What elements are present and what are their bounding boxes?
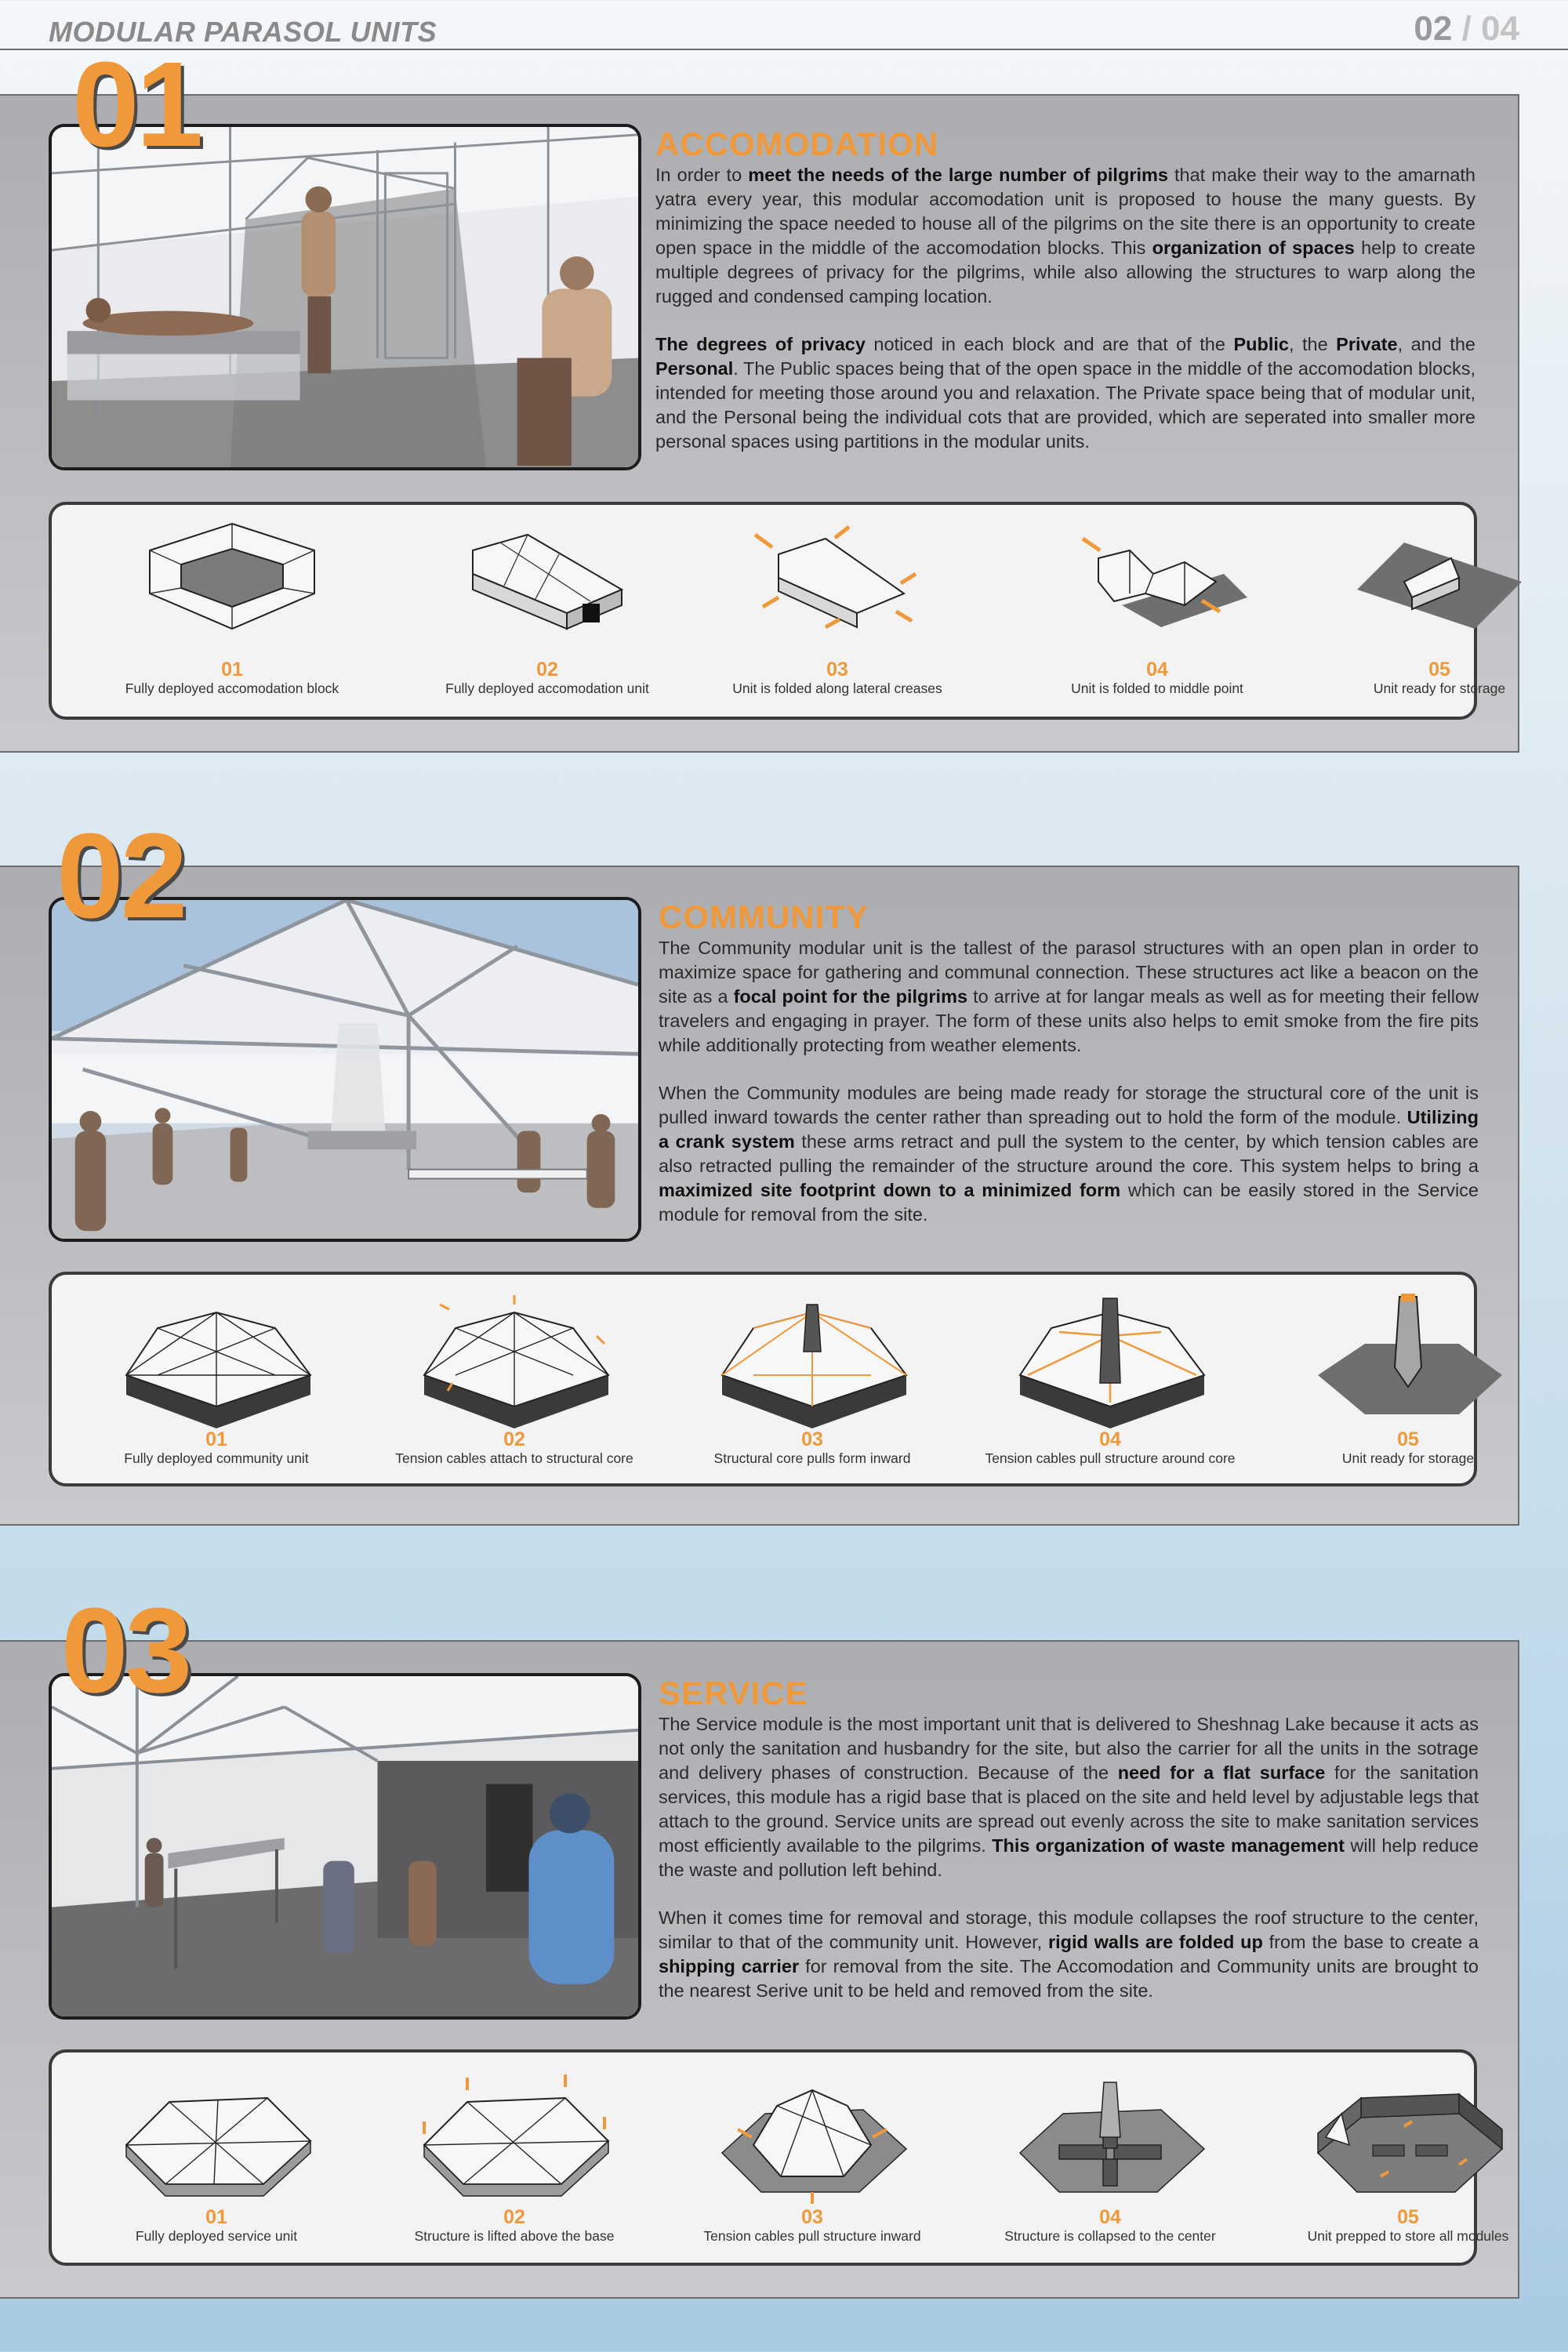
step-caption: Unit is folded along lateral creases — [732, 681, 942, 696]
step-caption: Unit prepped to store all modules — [1307, 2228, 1509, 2244]
section-heading: SERVICE — [659, 1675, 808, 1711]
step-caption: Unit ready for storage — [1373, 681, 1506, 696]
service-canopy-icon — [111, 2067, 322, 2216]
step-caption: Unit ready for storage — [1341, 1450, 1475, 1466]
step-caption: Tension cables attach to structural core — [395, 1450, 633, 1466]
stored-core-icon — [1302, 1289, 1514, 1438]
section-body — [659, 936, 1479, 1227]
section-number: 02 — [56, 808, 185, 943]
step-number: 04 — [1146, 659, 1168, 681]
section-number: 03 — [61, 1583, 190, 1718]
page-title: MODULAR PARASOL UNITS — [49, 16, 437, 48]
service-steps-strip — [49, 2049, 1509, 2266]
text-run: The Service module is the most important unit that is delivered to Sheshnag Lake because it acts as not only the sanitation and husbandry for the site, but also the carrier for all the units in the sotrage and delivery phases of construction. Because of the — [659, 1714, 1479, 1783]
bold-phrase: Personal — [655, 358, 734, 379]
step-caption: Tension cables pull structure inward — [703, 2228, 921, 2244]
cable-inward-icon — [706, 2067, 918, 2216]
text-run: , and the — [1397, 334, 1475, 354]
lateral-fold-icon — [747, 519, 927, 637]
bold-phrase: maximized site footprint down to a minimized form — [659, 1180, 1121, 1200]
step-number: 02 — [503, 2206, 525, 2228]
step-03 — [696, 505, 978, 717]
step-02 — [406, 505, 688, 717]
step-caption: Structure is collapsed to the center — [1004, 2228, 1216, 2244]
accomodation-steps-strip — [49, 502, 1506, 720]
bold-phrase: rigid walls are folded up — [1047, 1932, 1263, 1952]
text-run: for the sanitation services, this module has a rigid base that is placed on the site and held level by adjustable legs that attach to the ground. Service units are spread out evenly across the site to make sanitation services most efficiently available to the pilgrims. — [659, 1762, 1479, 1856]
body-paragraph — [655, 163, 1475, 309]
section-number: 01 — [72, 37, 201, 172]
step-caption: Tension cables pull structure around core — [985, 1450, 1236, 1466]
text-run: . The Public spaces being that of the open space in the middle of the accomodation blocks, intended for meeting those around you and relaxation. The Private space being that of modular unit, and the Personal being the individual cots that are provided, which are seperated into smaller more personal spaces using partitions in the modular units. — [655, 358, 1475, 452]
step-number: 05 — [1397, 1428, 1419, 1450]
step-05 — [1267, 1275, 1549, 1483]
step-caption: Unit is folded to middle point — [1071, 681, 1243, 696]
text-run: When it comes time for removal and storage, this module collapses the roof structure to the center, similar to that of the community unit. However, — [659, 1907, 1479, 1952]
community-canopy-icon — [111, 1289, 322, 1438]
step-number: 04 — [1099, 2206, 1121, 2228]
text-run: The Community modular unit is the tallest of the parasol structures with an open plan in order to maximize space for gathering and communal connection. These structures act like a beacon on the site as a — [659, 938, 1479, 1007]
body-paragraph — [659, 1712, 1479, 1882]
body-paragraph — [655, 332, 1475, 454]
community-steps-strip — [49, 1272, 1477, 1486]
core-pull-icon — [706, 1289, 918, 1438]
bold-phrase: shipping carrier — [659, 1956, 800, 1976]
lifted-structure-icon — [408, 2067, 620, 2216]
section-heading: COMMUNITY — [659, 898, 869, 935]
page-total: 04 — [1481, 9, 1519, 48]
page-current: 02 — [1414, 9, 1453, 48]
bold-phrase: focal point for the pilgrims — [733, 986, 968, 1007]
step-number: 04 — [1099, 1428, 1121, 1450]
text-run: to arrive at for langar meals as well as for meeting their fellow travelers and engaging in prayer. The form of these units also helps to emit smoke from the fire pits while additionally protecting from weather elements. — [659, 986, 1479, 1055]
step-04 — [969, 1275, 1251, 1483]
text-run: that make their way to the amarnath yatra every year, this modular accomodation unit is proposed to house the many guests. By minimizing the space needed to house all of the pilgrims on the site there is an opportunity to create open space in the middle of the accomodation blocks. This — [655, 165, 1476, 258]
bold-phrase: organization of spaces — [1152, 238, 1355, 258]
body-paragraph — [659, 1081, 1479, 1227]
shipping-carrier-icon — [1302, 2067, 1514, 2216]
step-number: 05 — [1397, 2206, 1419, 2228]
text-run: help to create multiple degrees of privacy for the pilgrims, while also allowing the structures to warp along the rugged and condensed camping location. — [655, 238, 1475, 307]
step-04 — [1016, 505, 1298, 717]
step-caption: Fully deployed accomodation block — [125, 681, 339, 696]
step-caption: Structure is lifted above the base — [414, 2228, 615, 2244]
step-02 — [373, 2053, 655, 2263]
text-run: for removal from the site. The Accomodation and Community units are brought to the nearest Serive unit to be held and removed from the site. — [659, 1956, 1479, 2001]
section-body — [655, 163, 1475, 454]
bold-phrase: Public — [1233, 334, 1289, 354]
step-number: 01 — [221, 659, 243, 681]
step-01 — [75, 2053, 358, 2263]
step-05 — [1267, 2053, 1549, 2263]
step-number: 03 — [826, 659, 848, 681]
body-paragraph — [659, 1906, 1479, 2003]
header-rule — [0, 49, 1568, 50]
collapsed-center-icon — [1004, 2067, 1216, 2216]
folded-unit-icon — [457, 519, 637, 637]
bold-phrase: The degrees of privacy — [655, 334, 866, 354]
step-number: 01 — [205, 2206, 227, 2228]
hexagonal-ring-block-icon — [142, 519, 322, 637]
step-03 — [671, 1275, 953, 1483]
step-number: 05 — [1428, 659, 1450, 681]
cable-wrap-icon — [1004, 1289, 1216, 1438]
step-04 — [969, 2053, 1251, 2263]
bold-phrase: Private — [1336, 334, 1398, 354]
step-01 — [91, 505, 373, 717]
step-number: 03 — [801, 2206, 823, 2228]
step-number: 02 — [536, 659, 558, 681]
community-render-image — [49, 897, 641, 1242]
text-run: , the — [1288, 334, 1337, 354]
step-caption: Structural core pulls form inward — [713, 1450, 911, 1466]
step-number: 03 — [801, 1428, 823, 1450]
page-separator: / — [1461, 9, 1472, 48]
step-caption: Fully deployed community unit — [124, 1450, 309, 1466]
page-indicator — [1414, 9, 1519, 49]
text-run: from the base to create a — [1262, 1932, 1479, 1952]
service-render-image — [49, 1673, 641, 2020]
step-number: 02 — [503, 1428, 525, 1450]
step-01 — [75, 1275, 358, 1483]
step-caption: Fully deployed accomodation unit — [445, 681, 649, 696]
accomodation-render-image — [49, 124, 641, 470]
text-run: will help reduce the waste and pollution left behind. — [659, 1835, 1479, 1880]
step-caption: Fully deployed service unit — [135, 2228, 298, 2244]
body-paragraph — [659, 936, 1479, 1058]
cable-attach-icon — [408, 1289, 620, 1438]
step-05 — [1298, 505, 1568, 717]
text-run: In order to — [655, 165, 749, 185]
step-03 — [671, 2053, 953, 2263]
text-run: which can be easily stored in the Service module for removal from the site. — [659, 1180, 1479, 1225]
section-body — [659, 1712, 1479, 2003]
bold-phrase: need for a flat surface — [1117, 1762, 1326, 1783]
text-run: noticed in each block and are that of the — [865, 334, 1234, 354]
section-heading: ACCOMODATION — [655, 125, 939, 162]
text-run: these arms retract and pull the system to the center, by which tension cables are also retracted pulling the remainder of the structure around the core. This system helps to bring a — [659, 1131, 1479, 1176]
text-run: When the Community modules are being made ready for storage the structural core of the unit is pulled inward towards the center rather than spreading out to hold the form of the module. — [659, 1083, 1479, 1127]
middle-fold-icon — [1067, 519, 1247, 637]
step-02 — [373, 1275, 655, 1483]
bold-phrase: This organization of waste management — [992, 1835, 1345, 1856]
bold-phrase: Utilizing a crank system — [659, 1107, 1479, 1152]
stored-unit-icon — [1349, 519, 1530, 637]
step-number: 01 — [205, 1428, 227, 1450]
bold-phrase: meet the needs of the large number of pilgrims — [748, 165, 1168, 185]
